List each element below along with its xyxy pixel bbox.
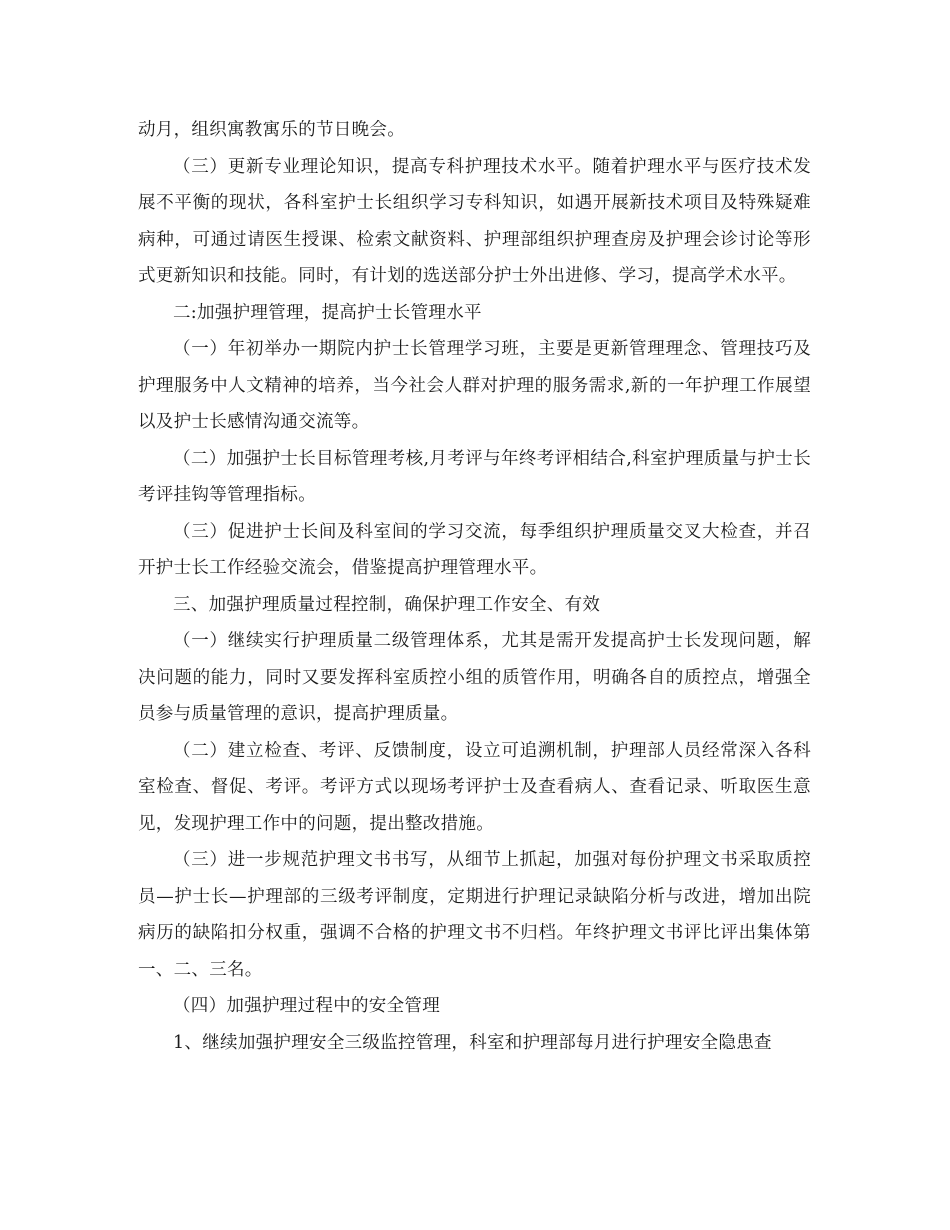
- paragraph-9: （二）建立检查、考评、反馈制度，设立可追溯机制，护理部人员经常深入各科室检查、督促、考评。考评方式以现场考评护士及查看病人、查看记录、听取医生意见，发现护理工作中的问题，提出整改措施。: [138, 740, 811, 834]
- document-page: [138, 112, 811, 1061]
- paragraph-6: （三）促进护士长间及科室间的学习交流，每季组织护理质量交叉大检查，并召开护士长工作经验交流会，借鉴提高护理管理水平。: [138, 521, 811, 578]
- paragraph-12: 1、继续加强护理安全三级监控管理，科室和护理部每月进行护理安全隐患查: [173, 1032, 772, 1053]
- section-heading-3: 三、加强护理质量过程控制，确保护理工作安全、有效: [173, 594, 601, 615]
- paragraph-8: （一）继续实行护理质量二级管理体系，尤其是需开发提高护士长发现问题，解决问题的能力，同时又要发挥科室质控小组的质管作用，明确各自的质控点，增强全员参与质量管理的意识，提高护理质量。: [138, 631, 811, 724]
- paragraph-2: （三）更新专业理论知识，提高专科护理技术水平。随着护理水平与医疗技术发展不平衡的现状，各科室护士长组织学习专科知识，如遇开展新技术项目及特殊疑难病种，可通过请医生授课、检索文献资料、护理部组织护理查房及护理会诊讨论等形式更新知识和技能。同时，有计划的选送部分护士外出进修、学习，提高学术水平。: [138, 156, 811, 286]
- section-heading-2: 二:加强护理管理，提高护士长管理水平: [173, 302, 482, 323]
- paragraph-5: （二）加强护士长目标管理考核,月考评与年终考评相结合,科室护理质量与护士长考评挂钩等管理指标。: [138, 448, 811, 505]
- paragraph-10: （三）进一步规范护理文书书写，从细节上抓起，加强对每份护理文书采取质控员—护士长—护理部的三级考评制度，定期进行护理记录缺陷分析与改进，增加出院病历的缺陷扣分权重，强调不合格的护理文书不归档。年终护理文书评比评出集体第一、二、三名。: [138, 850, 811, 980]
- paragraph-1: 动月，组织寓教寓乐的节日晚会。: [138, 120, 405, 140]
- subsection-heading-4: （四）加强护理过程中的安全管理: [173, 996, 440, 1016]
- paragraph-4: （一）年初举办一期院内护士长管理学习班，主要是更新管理理念、管理技巧及护理服务中人文精神的培养，当今社会人群对护理的服务需求,新的一年护理工作展望以及护士长感情沟通交流等。: [138, 339, 811, 432]
